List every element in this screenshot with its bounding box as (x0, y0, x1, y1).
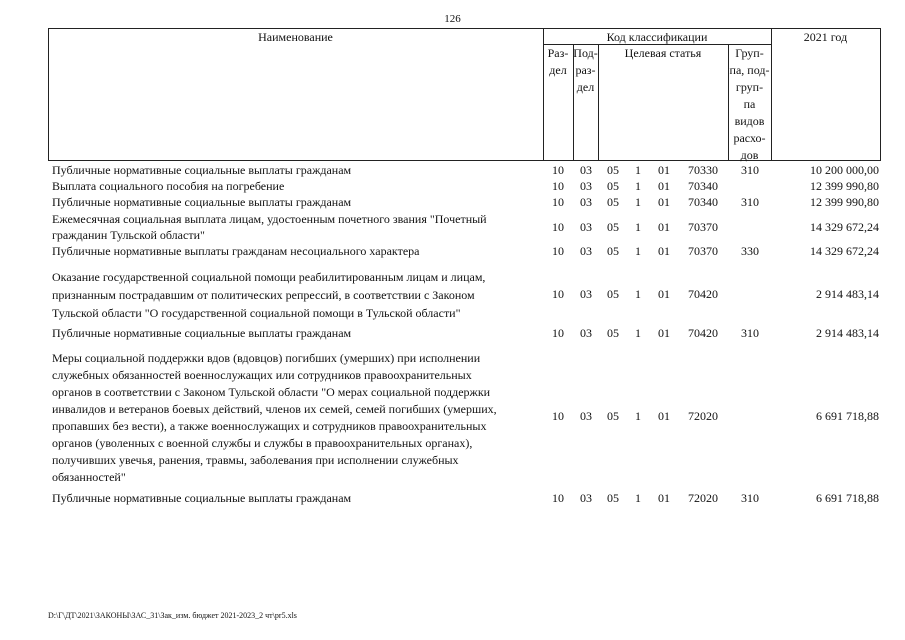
cell-target-event: 01 (658, 220, 670, 234)
table-row (0, 350, 905, 486)
cell-target-program: 05 (607, 244, 619, 258)
cell-target-program: 05 (607, 326, 619, 340)
cell-target-type: 1 (635, 287, 641, 301)
header-target: Целевая статья (624, 46, 702, 60)
table-row (0, 211, 905, 243)
cell-razdel: 10 (552, 195, 564, 209)
cell-amount: 2 914 483,14 (816, 326, 879, 340)
cell-razdel: 10 (552, 163, 564, 177)
row-name: Публичные нормативные выплаты гражданам несоциального характера (52, 244, 420, 258)
cell-target-type: 1 (635, 244, 641, 258)
file-path-footer: D:\Г\ДТ\2021\ЗАКОНЫ\ЗАС_31\Зак_изм. бюджет 2021-2023_2 чт\pr5.xls (48, 611, 297, 620)
cell-group: 310 (741, 195, 759, 209)
cell-target-type: 1 (635, 326, 641, 340)
table-row (0, 243, 905, 259)
cell-amount: 12 399 990,80 (810, 195, 879, 209)
cell-group: 310 (741, 326, 759, 340)
table-row (0, 268, 905, 322)
cell-razdel: 10 (552, 491, 564, 505)
cell-target-type: 1 (635, 163, 641, 177)
header-name: Наименование (258, 30, 333, 44)
cell-razdel: 10 (552, 179, 564, 193)
header-razdel: Раз- дел (547, 46, 569, 77)
cell-target-type: 1 (635, 409, 641, 423)
cell-podrazdel: 03 (580, 163, 592, 177)
table-row (0, 194, 905, 210)
cell-amount: 6 691 718,88 (816, 491, 879, 505)
cell-podrazdel: 03 (580, 195, 592, 209)
row-name: Публичные нормативные социальные выплаты гражданам (52, 491, 352, 505)
table-row (0, 162, 905, 178)
cell-razdel: 10 (552, 244, 564, 258)
cell-amount: 14 329 672,24 (810, 220, 879, 234)
cell-target-direction: 70370 (688, 244, 718, 258)
cell-target-direction: 70420 (688, 287, 718, 301)
cell-target-program: 05 (607, 220, 619, 234)
cell-target-event: 01 (658, 491, 670, 505)
header-year: 2021 год (803, 30, 848, 44)
cell-target-program: 05 (607, 195, 619, 209)
cell-amount: 14 329 672,24 (810, 244, 879, 258)
table-row (0, 325, 905, 341)
row-name: Оказание государственной социальной помощи реабилитированным лицам и лицам, признанным пострадавшим от политических репрессий, в соответствии с Законом Тульской области "О государственной социальной помощи в Тульской области" (52, 270, 486, 320)
cell-amount: 12 399 990,80 (810, 179, 879, 193)
cell-target-program: 05 (607, 163, 619, 177)
cell-podrazdel: 03 (580, 220, 592, 234)
cell-podrazdel: 03 (580, 179, 592, 193)
cell-target-direction: 70370 (688, 220, 718, 234)
right-border (880, 28, 881, 161)
cell-target-type: 1 (635, 195, 641, 209)
cell-target-direction: 70340 (688, 195, 718, 209)
row-name: Публичные нормативные социальные выплаты гражданам (52, 326, 352, 340)
page-number: 126 (444, 13, 461, 25)
cell-target-type: 1 (635, 179, 641, 193)
cell-target-type: 1 (635, 491, 641, 505)
cell-razdel: 10 (552, 409, 564, 423)
cell-amount: 2 914 483,14 (816, 287, 879, 301)
cell-podrazdel: 03 (580, 326, 592, 340)
table-row (0, 178, 905, 194)
cell-podrazdel: 03 (580, 244, 592, 258)
cell-target-direction: 70420 (688, 326, 718, 340)
group-col-border (771, 28, 772, 161)
cell-group: 330 (741, 244, 759, 258)
row-name: Публичные нормативные социальные выплаты гражданам (52, 195, 352, 209)
header-podrazdel: Под- раз- дел (573, 46, 598, 94)
cell-target-direction: 70330 (688, 163, 718, 177)
cell-razdel: 10 (552, 287, 564, 301)
header-code: Код классификации (606, 30, 708, 44)
cell-target-event: 01 (658, 409, 670, 423)
cell-target-program: 05 (607, 491, 619, 505)
left-border (48, 28, 49, 161)
cell-podrazdel: 03 (580, 491, 592, 505)
cell-target-event: 01 (658, 287, 670, 301)
cell-target-direction: 72020 (688, 409, 718, 423)
cell-target-direction: 72020 (688, 491, 718, 505)
cell-target-direction: 70340 (688, 179, 718, 193)
cell-group: 310 (741, 491, 759, 505)
cell-target-event: 01 (658, 244, 670, 258)
cell-target-event: 01 (658, 195, 670, 209)
cell-target-event: 01 (658, 326, 670, 340)
row-name: Публичные нормативные социальные выплаты гражданам (52, 163, 352, 177)
cell-group: 310 (741, 163, 759, 177)
row-name: Ежемесячная социальная выплата лицам, удостоенным почетного звания "Почетный гражданин Тульской области" (52, 212, 487, 242)
cell-target-program: 05 (607, 287, 619, 301)
table-row (0, 490, 905, 506)
cell-amount: 6 691 718,88 (816, 409, 879, 423)
cell-target-program: 05 (607, 179, 619, 193)
cell-target-event: 01 (658, 179, 670, 193)
cell-podrazdel: 03 (580, 409, 592, 423)
cell-razdel: 10 (552, 220, 564, 234)
header-group: Груп- па, под- груп- па видов расхо- дов (729, 46, 770, 162)
cell-target-event: 01 (658, 163, 670, 177)
row-name: Меры социальной поддержки вдов (вдовцов) погибших (умерших) при исполнении служебных обязанностей военнослужащих или сотрудников правоохранительных органов в соответствии с Законом Тульской области "О мерах социальной поддержки инвалидов и ветеранов боевых действий, членов их семей, семей погибших (умерших, пропавших без вести), а также военнослужащих и сотрудников правоохранительных органов (уволенных с военной службы и службы в правоохранительных органах), получивших увечья, ранения, травмы, заболевания при исполнении служебных обязанностей" (52, 351, 497, 484)
cell-amount: 10 200 000,00 (810, 163, 879, 177)
cell-podrazdel: 03 (580, 287, 592, 301)
row-name: Выплата социального пособия на погребение (52, 179, 285, 193)
cell-target-program: 05 (607, 409, 619, 423)
cell-target-type: 1 (635, 220, 641, 234)
cell-razdel: 10 (552, 326, 564, 340)
